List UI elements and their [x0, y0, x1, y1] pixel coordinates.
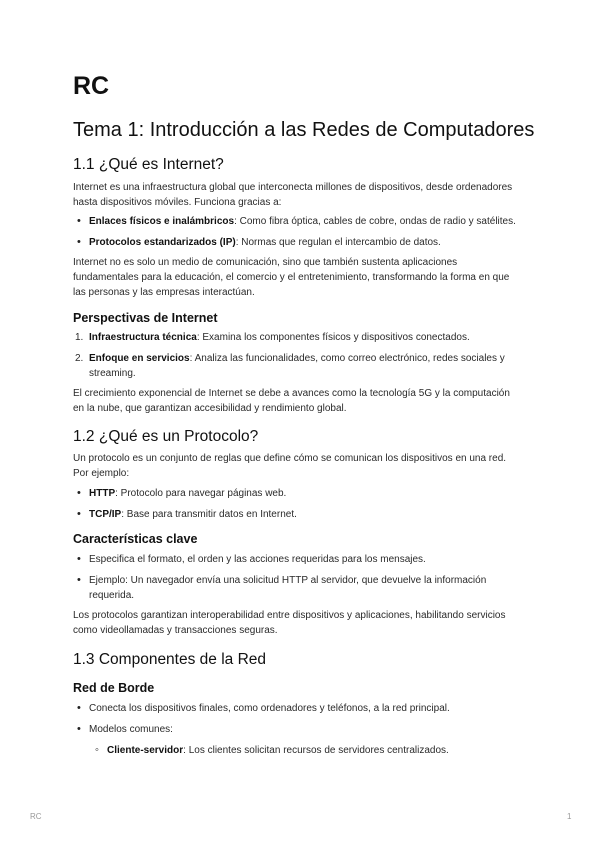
section-heading-1-1: 1.1 ¿Qué es Internet?: [73, 156, 224, 173]
list-item: • Ejemplo: Un navegador envía una solicitud HTTP al servidor, que devuelve la información requerida.: [73, 573, 528, 603]
chapter-heading: Tema 1: Introducción a las Redes de Computadores: [73, 119, 535, 141]
list-item: • Enlaces físicos e inalámbricos: Como fibra óptica, cables de cobre, ondas de radio y satélites.: [73, 214, 528, 229]
subheading-perspectivas: Perspectivas de Internet: [73, 311, 218, 325]
protocol-features-list: [73, 552, 528, 603]
protocol-examples-list: [73, 486, 528, 522]
list-item: 2. Enfoque en servicios: Analiza las funcionalidades, como correo electrónico, redes sociales y streaming.: [75, 353, 505, 379]
perspectives-list: [73, 330, 528, 381]
section-1-1-intro: Internet es una infraestructura global que interconecta millones de dispositivos, desde ordenadores hasta dispositivos móviles. Funciona gracias a:: [73, 182, 513, 208]
section-1-1-paragraph: Internet no es solo un medio de comunicación, sino que también sustenta aplicaciones fundamentales para la educación, el comercio y el entretenimiento, transformando la forma en que las personas y las empresas interactúan.: [73, 257, 510, 298]
list-item: • HTTP: Protocolo para navegar páginas web.: [73, 486, 528, 501]
section-1-2-intro: Un protocolo es un conjunto de reglas que define cómo se comunican los dispositivos en una red. Por ejemplo:: [73, 453, 507, 479]
list-item: • Conecta los dispositivos finales, como ordenadores y teléfonos, a la red principal.: [73, 701, 528, 716]
edge-network-list: [73, 701, 528, 758]
list-item: • Modelos comunes:: [73, 722, 528, 737]
section-1-1-growth: El crecimiento exponencial de Internet se debe a avances como la tecnología 5G y la computación en la nube, que garantizan accesibilidad y rendimiento global.: [73, 388, 510, 414]
list-item: • Protocolos estandarizados (IP): Normas que regulan el intercambio de datos.: [73, 235, 528, 250]
section-heading-1-2: 1.2 ¿Qué es un Protocolo?: [73, 428, 259, 445]
list-item: 1. Infraestructura técnica: Examina los componentes físicos y dispositivos conectados.: [75, 332, 470, 343]
section-heading-1-3: 1.3 Componentes de la Red: [73, 651, 267, 668]
subheading-caracteristicas: Características clave: [73, 532, 198, 546]
internet-components-list: [73, 214, 528, 250]
footer-title: RC: [30, 812, 42, 821]
subheading-red-de-borde: Red de Borde: [73, 681, 155, 695]
list-item: • Especifica el formato, el orden y las acciones requeridas para los mensajes.: [73, 552, 528, 567]
sub-list-item: ◦ Cliente-servidor: Los clientes solicitan recursos de servidores centralizados.: [73, 743, 528, 758]
section-1-2-outro: Los protocolos garantizan interoperabilidad entre dispositivos y aplicaciones, habilitando servicios como videollamadas y transacciones seguras.: [73, 610, 506, 636]
page-number: 1: [567, 812, 572, 821]
document-title: RC: [73, 72, 110, 100]
list-item: • TCP/IP: Base para transmitir datos en Internet.: [73, 507, 528, 522]
